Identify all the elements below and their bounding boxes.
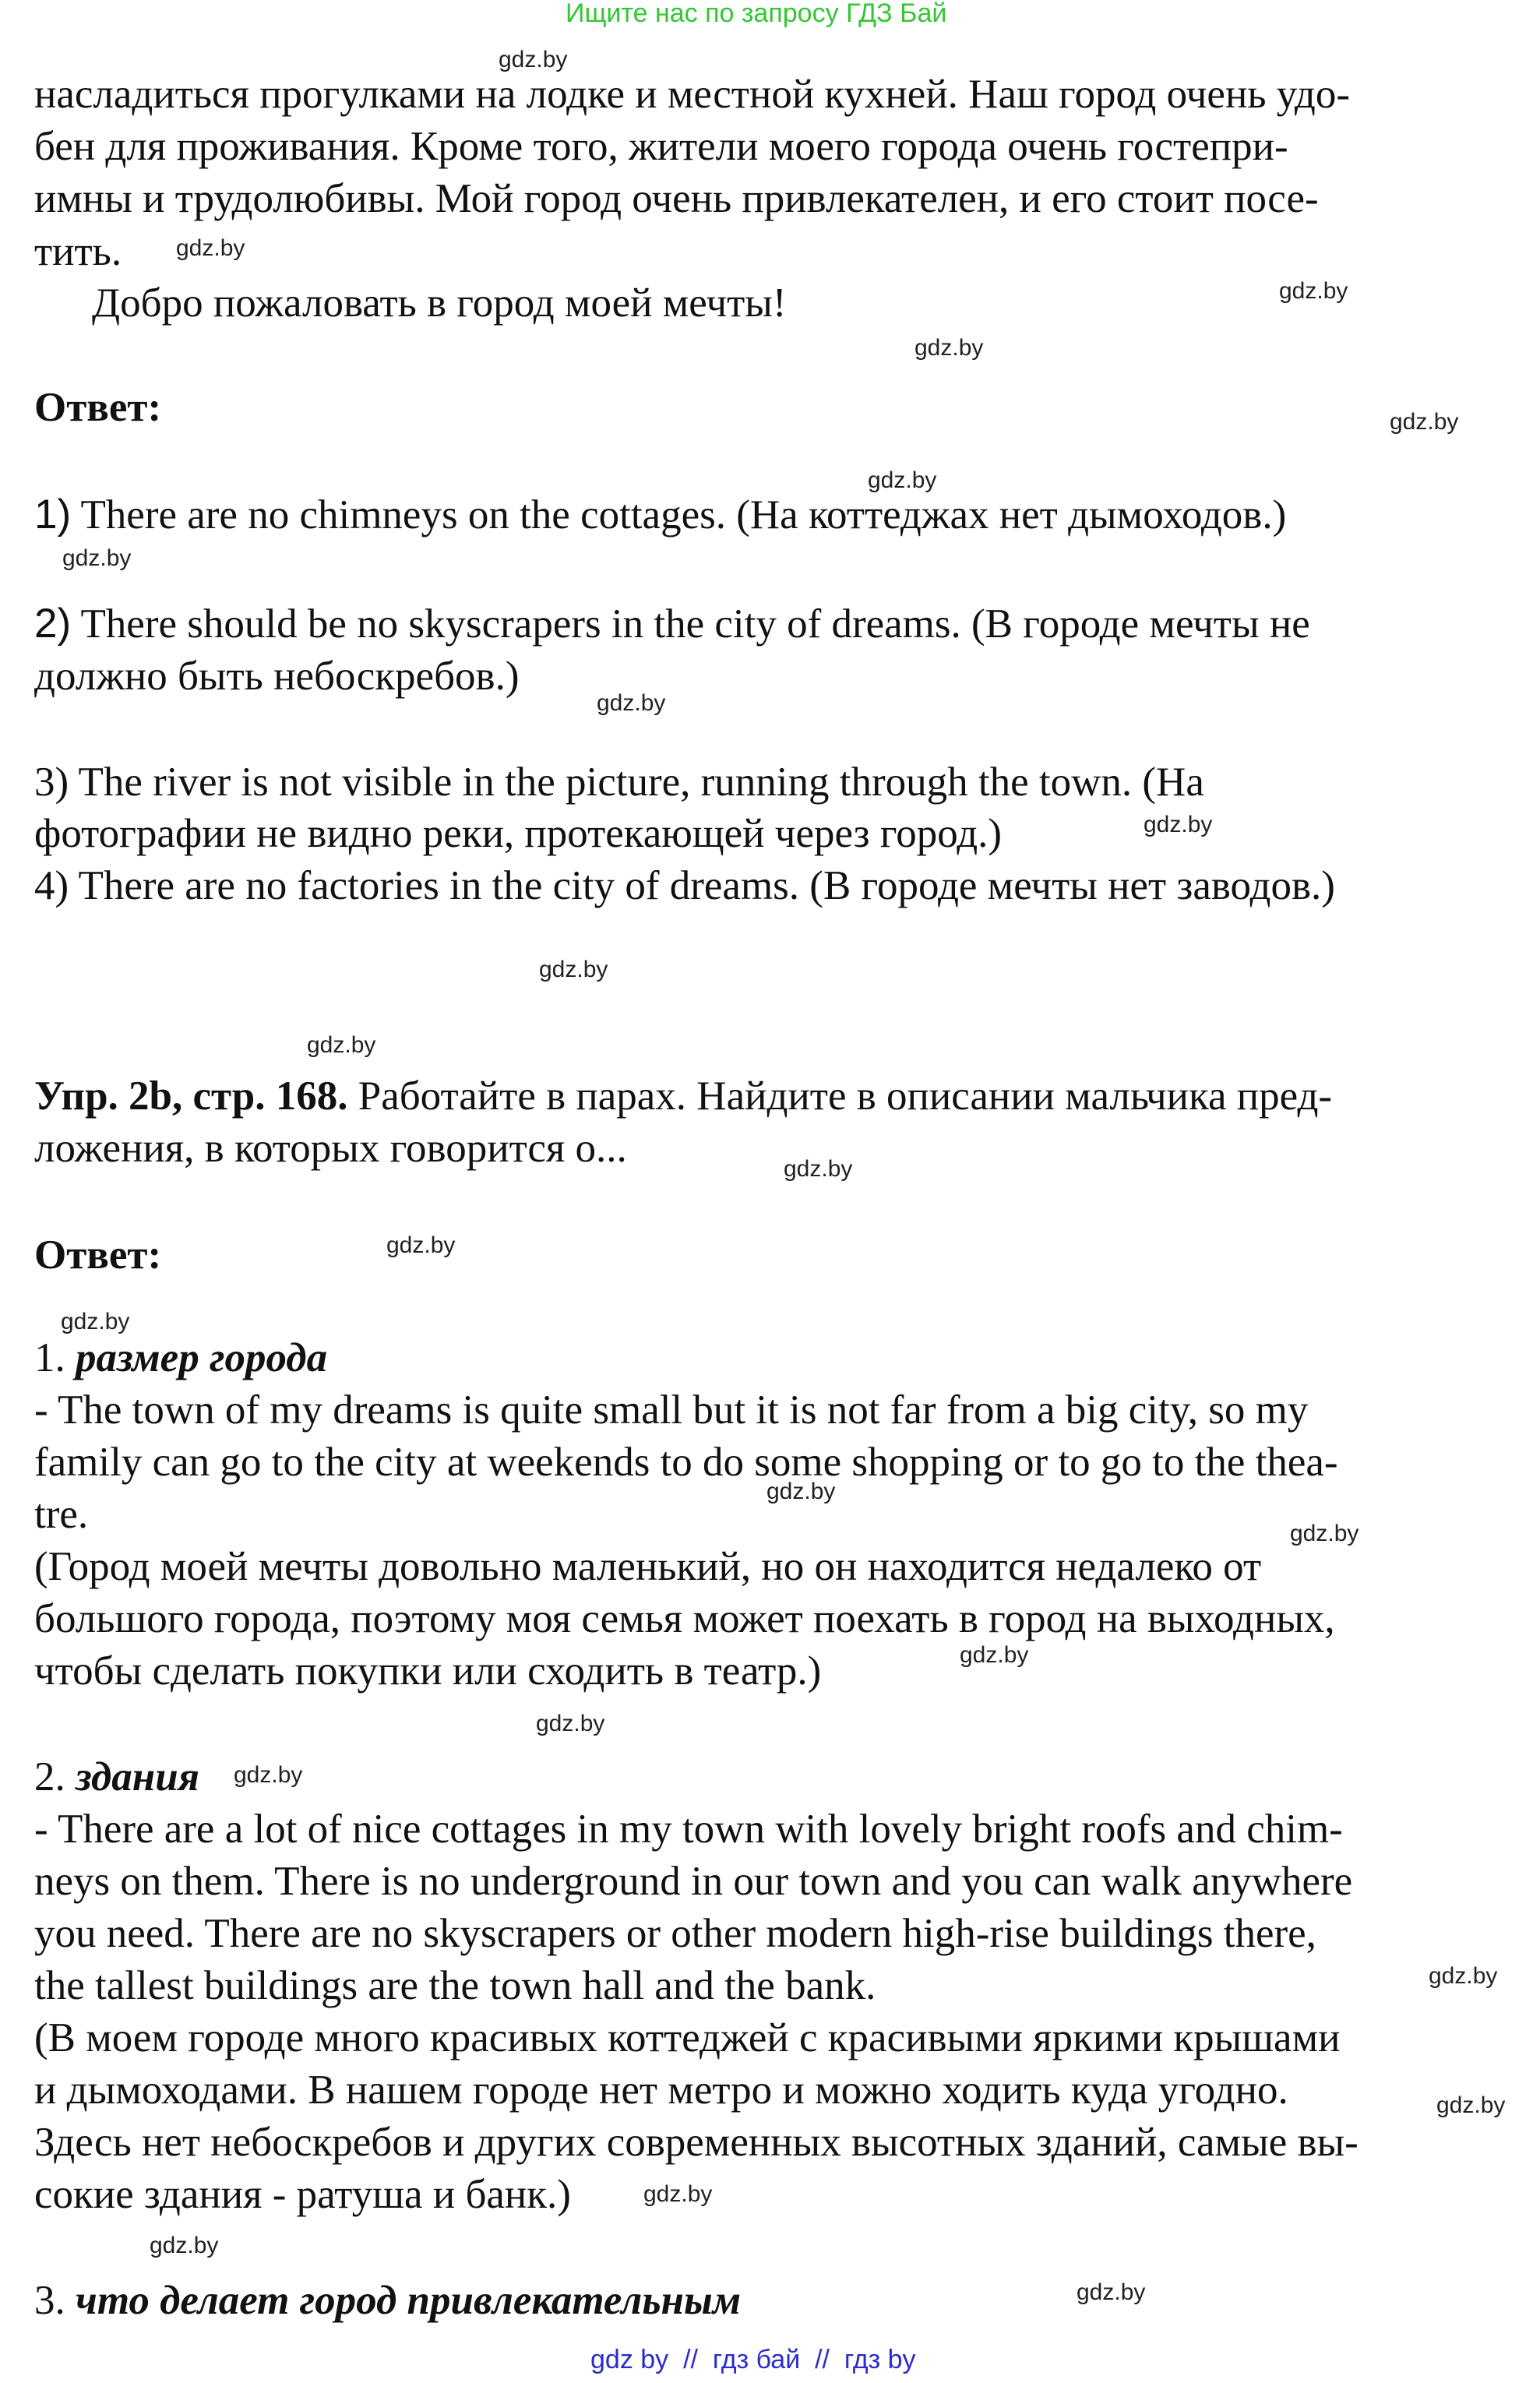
item-number: 2) xyxy=(34,601,72,647)
watermark: gdz.by xyxy=(176,235,245,261)
intro-line-4: тить. xyxy=(34,229,122,274)
section-2-ru-2: и дымоходами. В нашем городе нет метро и можно ходить куда угодно. xyxy=(34,2067,1288,2113)
watermark: gdz.by xyxy=(536,1711,605,1736)
section-title: размер города xyxy=(76,1335,328,1380)
watermark: gdz.by xyxy=(1144,812,1213,837)
section-1-ru-3: чтобы сделать покупки или сходить в театр.) xyxy=(34,1648,822,1694)
answer1-item-3: 3) The river is not visible in the picture, running through the town. (На xyxy=(34,760,1204,805)
watermark: gdz.by xyxy=(784,1156,853,1182)
answer1-item-2 xyxy=(34,598,1310,650)
item-number: 1) xyxy=(34,492,72,538)
section-number: 1. xyxy=(34,1335,65,1380)
intro-line-2: бен для проживания. Кроме того, жители моего города очень гостепри- xyxy=(34,124,1288,169)
watermark: gdz.by xyxy=(766,1479,836,1504)
section-3-title xyxy=(34,2275,741,2326)
intro-line-1: насладиться прогулками на лодке и местной кухней. Наш город очень удо- xyxy=(34,72,1351,117)
watermark: gdz.by xyxy=(62,545,132,571)
exercise-label: Упр. 2b, стр. 168. xyxy=(34,1073,348,1119)
section-2-ru-4: сокие здания - ратуша и банк.) xyxy=(34,2172,571,2217)
section-1-title xyxy=(34,1332,327,1384)
watermark: gdz.by xyxy=(597,690,666,716)
watermark: gdz.by xyxy=(1077,2279,1146,2305)
section-number: 3. xyxy=(34,2278,65,2323)
section-number: 2. xyxy=(34,1754,65,1800)
section-2-ru-3: Здесь нет небоскребов и других современных высотных зданий, самые вы- xyxy=(34,2120,1359,2165)
item-text: There are no chimneys on the cottages. (На коттеджах нет дымоходов.) xyxy=(80,492,1287,538)
section-2-title xyxy=(34,1751,199,1803)
section-1-ru-2: большого города, поэтому моя семья может поехать в город на выходных, xyxy=(34,1596,1335,1641)
watermark: gdz.by xyxy=(386,1232,456,1258)
section-2-en-3: you need. There are no skyscrapers or other modern high-rise buildings there, xyxy=(34,1911,1316,1956)
section-title: что делает город привлекательным xyxy=(76,2278,742,2323)
section-title: здания xyxy=(76,1754,199,1800)
watermark: gdz.by xyxy=(150,2233,219,2258)
watermark: gdz.by xyxy=(61,1309,130,1334)
answer-heading-2: Ответ: xyxy=(34,1232,162,1278)
header-search-link[interactable]: Ищите нас по запросу ГДЗ Бай xyxy=(566,0,947,28)
watermark: gdz.by xyxy=(234,1762,303,1788)
section-1-ru-1: (Город моей мечты довольно маленький, но он находится недалеко от xyxy=(34,1544,1262,1589)
section-2-en-4: the tallest buildings are the town hall and the bank. xyxy=(34,1963,876,2008)
section-1-en-3: tre. xyxy=(34,1492,89,1537)
watermark: gdz.by xyxy=(960,1642,1029,1668)
answer1-item-3-cont: фотографии не видно реки, протекающей через город.) xyxy=(34,811,1003,856)
watermark: gdz.by xyxy=(1390,409,1459,435)
watermark: gdz.by xyxy=(307,1032,376,1058)
footer-link[interactable]: gdz by // гдз бай // гдз by xyxy=(590,2345,916,2374)
watermark: gdz.by xyxy=(914,335,984,361)
section-1-en-2: family can go to the city at weekends to do some shopping or to go to the thea- xyxy=(34,1440,1338,1485)
answer-heading-1: Ответ: xyxy=(34,385,162,430)
answer1-item-1 xyxy=(34,489,1286,541)
watermark: gdz.by xyxy=(868,467,937,493)
watermark: gdz.by xyxy=(539,957,608,982)
exercise-heading xyxy=(34,1070,1332,1122)
answer1-item-4: 4) There are no factories in the city of dreams. (В городе мечты нет заводов.) xyxy=(34,863,1335,908)
item-text: There should be no skyscrapers in the city of dreams. (В городе мечты не xyxy=(80,601,1310,647)
watermark: gdz.by xyxy=(1436,2092,1506,2118)
intro-line-3: имны и трудолюбивы. Мой город очень привлекателен, и его стоит посе- xyxy=(34,176,1319,221)
watermark: gdz.by xyxy=(499,47,568,72)
intro-closing: Добро пожаловать в город моей мечты! xyxy=(92,280,787,326)
section-2-en-2: neys on them. There is no underground in our town and you can walk anywhere xyxy=(34,1859,1353,1904)
exercise-text-cont: ложения, в которых говорится о... xyxy=(34,1126,627,1171)
section-2-en-1: - There are a lot of nice cottages in my town with lovely bright roofs and chim- xyxy=(34,1807,1343,1852)
section-1-en-1: - The town of my dreams is quite small but it is not far from a big city, so my xyxy=(34,1387,1309,1433)
answer1-item-2-cont: должно быть небоскребов.) xyxy=(34,654,520,699)
watermark: gdz.by xyxy=(1429,1963,1498,1989)
watermark: gdz.by xyxy=(1290,1521,1359,1546)
watermark: gdz.by xyxy=(1279,278,1348,304)
section-2-ru-1: (В моем городе много красивых коттеджей с красивыми яркими крышами xyxy=(34,2015,1341,2060)
exercise-text: Работайте в парах. Найдите в описании мальчика пред- xyxy=(358,1073,1333,1119)
watermark: gdz.by xyxy=(643,2181,713,2207)
